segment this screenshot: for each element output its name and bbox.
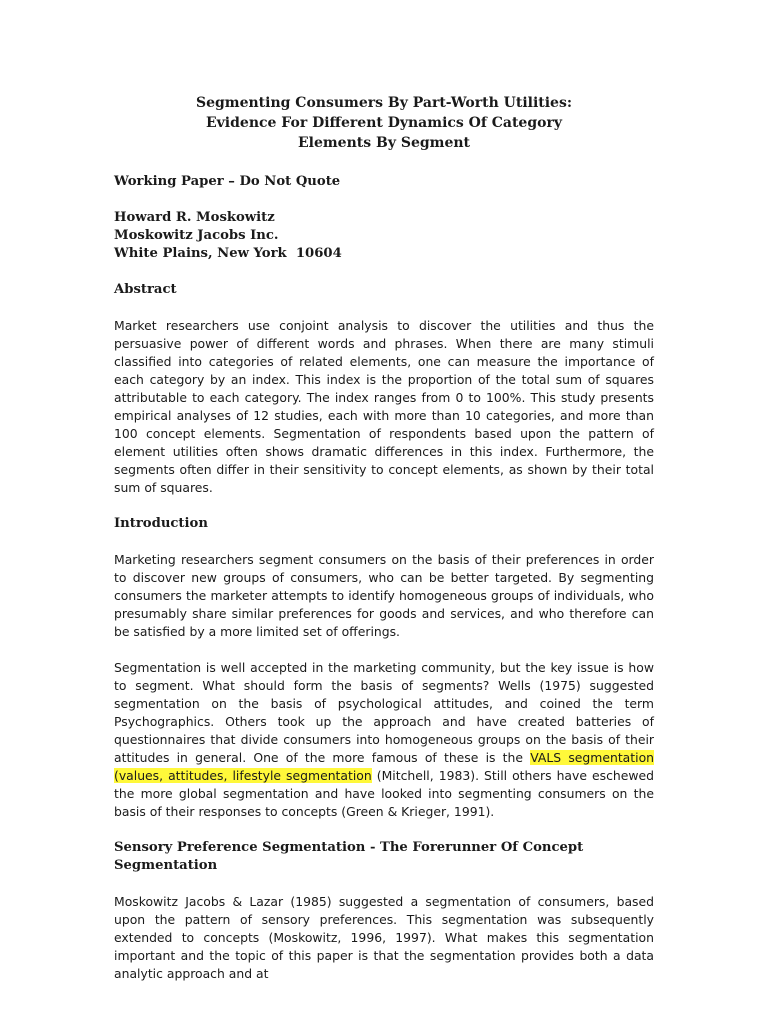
author-name: Howard R. Moskowitz	[114, 210, 275, 225]
title-line-2: Evidence For Different Dynamics Of Category	[206, 115, 562, 131]
abstract-heading: Abstract	[114, 282, 177, 297]
author-block	[114, 209, 654, 263]
paper-page	[114, 93, 654, 983]
author-organization: Moskowitz Jacobs Inc.	[114, 228, 279, 243]
introduction-paragraph-2	[114, 659, 654, 821]
abstract-text: Market researchers use conjoint analysis to discover the utilities and thus the persuasive power of different words and phrases. When there are many stimuli classified into categories of related elements, one can measure the importance of each category by an index. This index is the proportion of the total sum of squares attributable to each category. The index ranges from 0 to 100%. This study presents empirical analyses of 12 studies, each with more than 10 categories, and more than 100 concept elements. Segmentation of respondents based upon the pattern of element utilities often shows dramatic differences in this index. Furthermore, the segments often differ in their sensitivity to concept elements, as shown by their total sum of squares.	[114, 318, 654, 495]
para2-text-after: (Mitchell, 1983). Still others have eschewed the more global segmentation and have looked into segmenting consumers on the basis of their responses to concepts (Green & Krieger, 1991).	[114, 768, 654, 819]
author-address: White Plains, New York 10604	[114, 246, 342, 261]
sensory-heading: Sensory Preference Segmentation - The Forerunner Of Concept Segmentation	[114, 840, 584, 873]
para2-text-before: Segmentation is well accepted in the marketing community, but the key issue is how to segment. What should form the basis of segments? Wells (1975) suggested segmentation on the basis of psychological attitudes, and coined the term Psychographics. Others took up the approach and have created batteries of questionnaires that divide consumers into homogeneous groups on the basis of their attitudes in general. One of the more famous of these is the	[114, 660, 654, 765]
working-paper-notice: Working Paper – Do Not Quote	[114, 174, 341, 189]
introduction-paragraph-1: Marketing researchers segment consumers on the basis of their preferences in order to discover new groups of consumers, who can be better targeted. By segmenting consumers the marketer attempts to identify homogeneous groups of individuals, who presumably share similar preferences for goods and services, and who therefore can be satisfied by a more limited set of offerings.	[114, 552, 654, 639]
title-line-1: Segmenting Consumers By Part-Worth Utilities:	[195, 95, 573, 111]
vals-highlight: VALS segmentation (values, attitudes, lifestyle segmentation	[114, 750, 655, 783]
introduction-heading: Introduction	[114, 516, 208, 531]
sensory-paragraph-1: Moskowitz Jacobs & Lazar (1985) suggested a segmentation of consumers, based upon the pattern of sensory preferences. This segmentation was subsequently extended to concepts (Moskowitz, 1996, 1997). What makes this segmentation important and the topic of this paper is that the segmentation provides both a data analytic approach and at	[114, 894, 654, 981]
title-line-3: Elements By Segment	[297, 135, 471, 151]
paper-title	[114, 93, 654, 153]
